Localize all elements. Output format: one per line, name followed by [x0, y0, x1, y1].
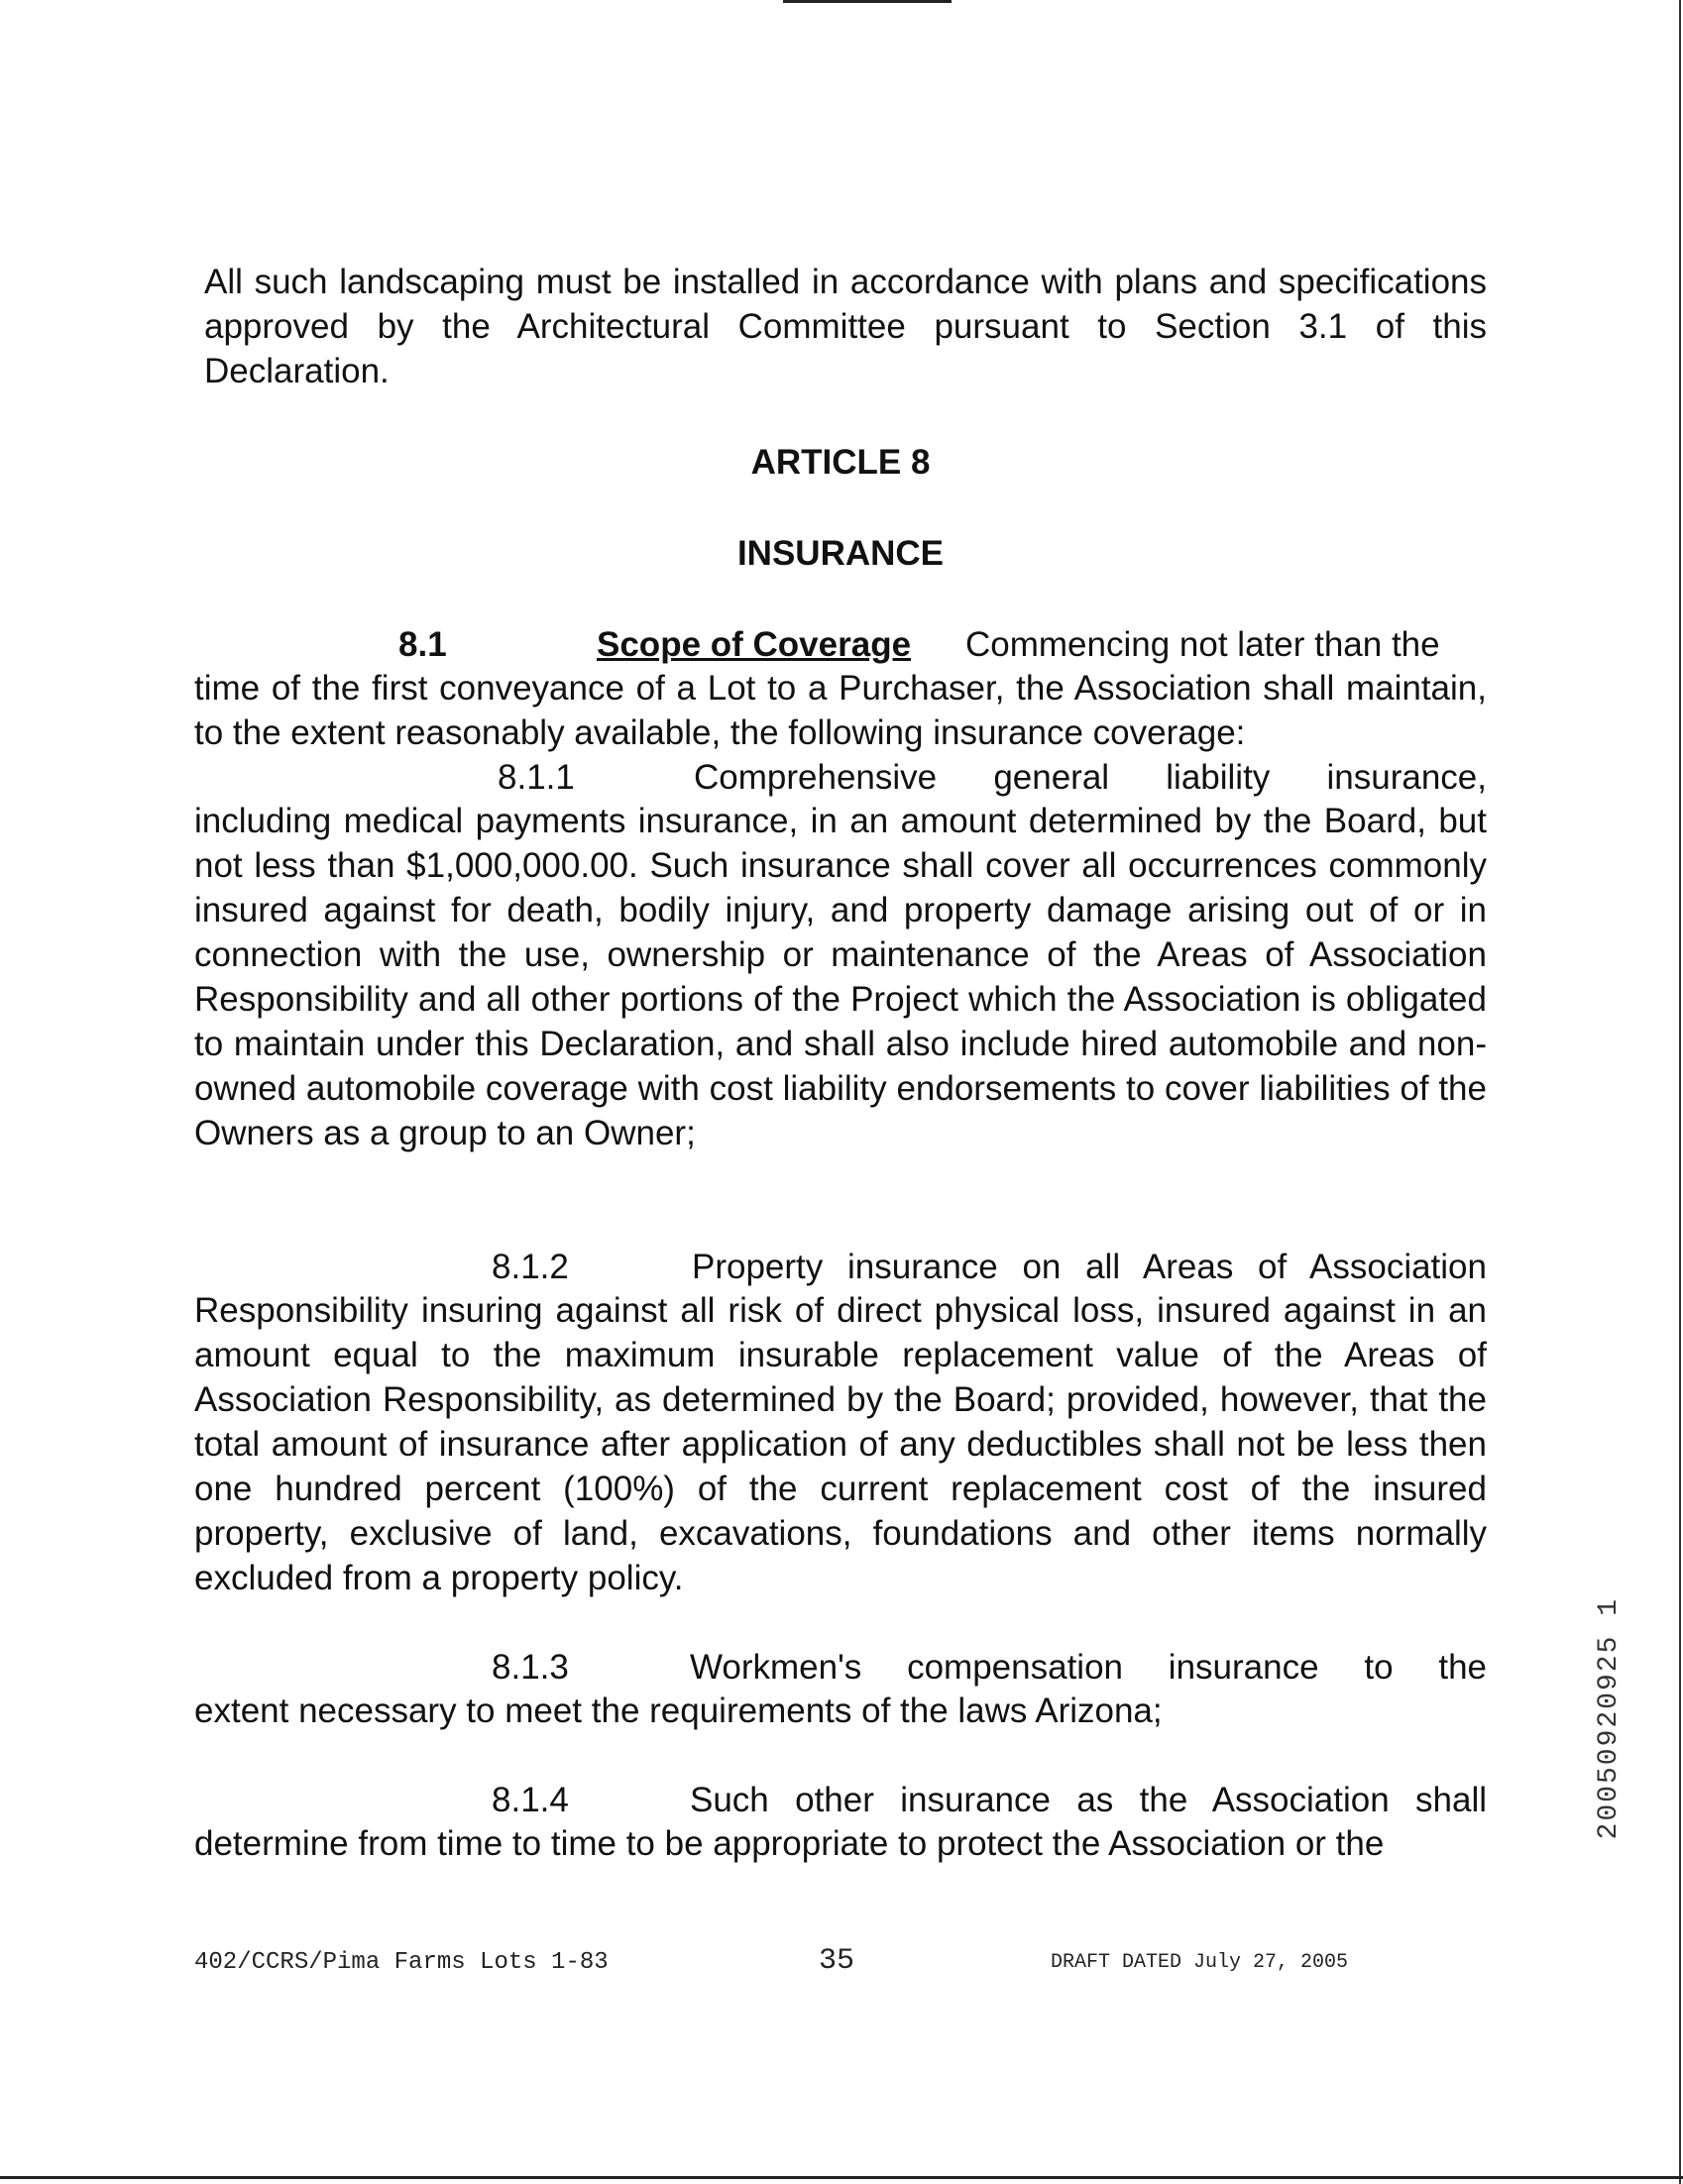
section-body: time of the first conveyance of a Lot to a Purchaser, the Association shall maintain, to the extent reasonably available, the following insurance coverage: [194, 669, 1487, 752]
recording-stamp: 20050920925 1 [1594, 1597, 1625, 1840]
subsection-body: including medical payments insurance, in an amount determined by the Board, but not less than $1,000,000.00. Such insurance shall cover all occurrences commonly insured against for death, bodily injury, and property damage arising out of or in connection with the use, ownership or maintenance of the Areas of Association Responsibility and all other portions of the Project which the Association is obligated to maintain under this Declaration, and shall also include hired automobile and non-owned automobile coverage with cost liability endorsements to cover liabilities of the Owners as a group to an Owner; [194, 802, 1487, 1152]
subsection-lead-text: Property insurance on all Areas of Association [692, 1248, 1487, 1286]
page-number: 35 [819, 1944, 855, 1978]
scan-bottom-edge [0, 2176, 1683, 2179]
article-number: ARTICLE 8 [750, 443, 931, 482]
subsection-body: Responsibility insuring against all risk of direct physical loss, insured against in an amount equal to the maximum insurable replacement value of the Areas of Association Responsibility, as determined by the Board; provided, however, that the total amount of insurance after application of any deductibles shall not be less then one hundred percent (100%) of the current replacement cost of the insured property, exclusive of land, excavations, foundations and other items normally excluded from a property policy. [194, 1291, 1487, 1597]
section-lead-text: Commencing not later than the [965, 625, 1440, 664]
subsection-lead-text: Comprehensive general liability insurance, [694, 758, 1487, 797]
section-heading: Scope of Coverage [597, 625, 912, 664]
scan-top-line [783, 0, 952, 3]
footer-draft-date: DRAFT DATED July 27, 2005 [1051, 1951, 1349, 1974]
subsection-number: 8.1.2 [492, 1248, 569, 1286]
subsection-number: 8.1.3 [492, 1648, 569, 1687]
subsection-body: determine from time to time to be appropriate to protect the Association or the [194, 1824, 1385, 1863]
subsection-number: 8.1.4 [492, 1781, 569, 1819]
subsection-body: extent necessary to meet the requirements of the laws Arizona; [194, 1692, 1163, 1730]
section-number: 8.1 [398, 625, 447, 664]
footer-file-ref: 402/CCRS/Pima Farms Lots 1-83 [194, 1949, 609, 1976]
article-title: INSURANCE [736, 534, 945, 573]
scan-right-edge [1679, 0, 1681, 2184]
top-paragraph: All such landscaping must be installed in accordance with plans and specifications approved by the Architectural Committee pursuant to Section 3.1 of this Declaration. [204, 263, 1487, 390]
subsection-number: 8.1.1 [498, 758, 575, 797]
subsection-lead-text: Such other insurance as the Association shall [690, 1781, 1487, 1819]
subsection-lead-text: Workmen's compensation insurance to the [690, 1648, 1487, 1687]
